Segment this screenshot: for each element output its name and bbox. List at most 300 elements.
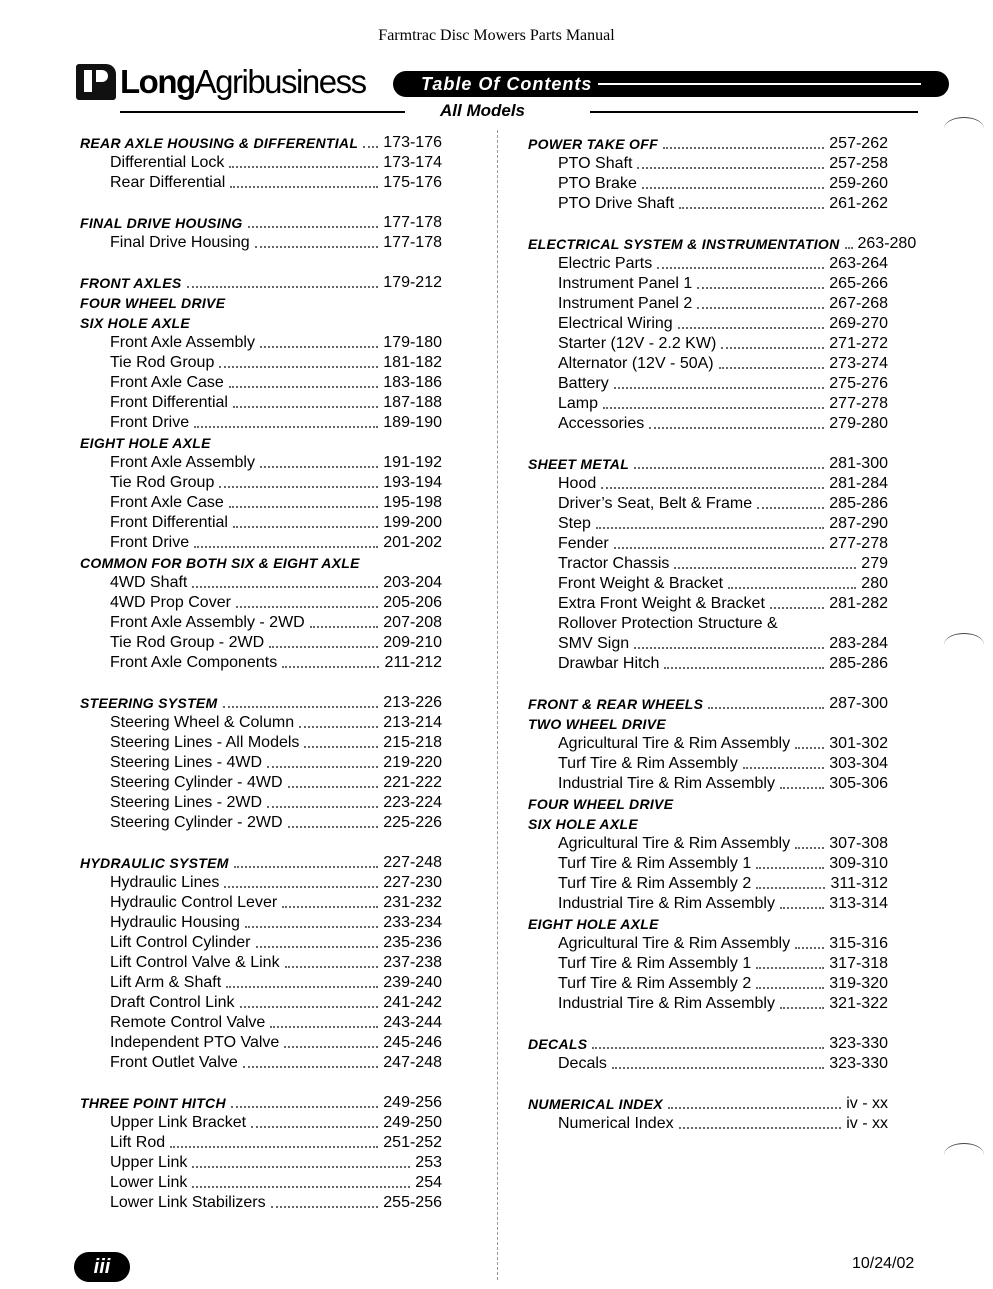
toc-entry[interactable] <box>80 593 442 613</box>
toc-entry-label: Front Axle Assembly - 2WD <box>110 614 305 631</box>
toc-page-range: 247-248 <box>383 1054 442 1071</box>
dot-leader <box>780 907 824 909</box>
toc-entry[interactable] <box>80 393 442 413</box>
toc-entry[interactable] <box>80 1053 442 1073</box>
dot-leader <box>743 767 824 769</box>
toc-entry[interactable] <box>528 954 888 974</box>
toc-page-range: 183-186 <box>383 374 442 391</box>
dot-leader <box>728 587 856 589</box>
toc-entry-label: EIGHT HOLE AXLE <box>80 435 211 451</box>
toc-page-range: 267-268 <box>829 295 888 312</box>
toc-entry-label: Lower Link <box>110 1174 188 1191</box>
dot-leader <box>194 426 378 428</box>
toc-entry[interactable] <box>528 534 888 554</box>
toc-entry-label: Alternator (12V - 50A) <box>558 355 714 372</box>
toc-entry[interactable] <box>80 1173 442 1193</box>
toc-entry[interactable] <box>80 873 442 893</box>
toc-entry[interactable] <box>528 154 888 174</box>
dot-leader <box>226 986 378 988</box>
toc-page-range: 199-200 <box>383 514 442 531</box>
toc-page-range: 235-236 <box>383 934 442 951</box>
dot-leader <box>233 526 378 528</box>
toc-page-range: 301-302 <box>829 735 888 752</box>
toc-page-range: 191-192 <box>383 454 442 471</box>
toc-page-range: 173-174 <box>383 154 442 171</box>
dot-leader <box>721 347 824 349</box>
toc-entry[interactable] <box>80 713 442 733</box>
margin-mark <box>944 1143 984 1166</box>
toc-entry[interactable] <box>80 413 442 433</box>
toc-entry-label: Agricultural Tire & Rim Assembly <box>558 735 791 752</box>
dot-leader <box>780 787 824 789</box>
toc-entry[interactable] <box>80 153 442 173</box>
toc-page-range: 263-264 <box>829 255 888 272</box>
dot-leader <box>285 966 379 968</box>
toc-entry-label: SIX HOLE AXLE <box>80 315 190 331</box>
toc-entry[interactable] <box>528 874 888 894</box>
toc-page-range: 195-198 <box>383 494 442 511</box>
toc-entry-label: Driver’s Seat, Belt & Frame <box>558 495 753 512</box>
toc-entry[interactable] <box>528 1054 888 1074</box>
dot-leader <box>192 586 378 588</box>
toc-page-range: 279 <box>861 555 888 572</box>
toc-entry[interactable] <box>80 813 442 833</box>
margin-mark <box>944 633 984 656</box>
toc-entry-label: Draft Control Link <box>110 994 235 1011</box>
toc-page-range: 253 <box>415 1154 442 1171</box>
toc-entry[interactable] <box>80 493 442 513</box>
toc-entry[interactable] <box>80 613 442 633</box>
toc-entry-label: Front Axle Case <box>110 494 224 511</box>
toc-entry[interactable] <box>528 334 888 354</box>
subtitle-rule-right <box>590 111 918 113</box>
toc-entry-label: Rear Differential <box>110 174 226 191</box>
toc-page-range: 223-224 <box>383 794 442 811</box>
toc-entry-label: FRONT AXLES <box>80 275 182 291</box>
toc-section-heading[interactable] <box>80 293 442 313</box>
dot-leader <box>592 1047 824 1049</box>
toc-entry-label: Final Drive Housing <box>110 234 250 251</box>
toc-page-range: 317-318 <box>829 955 888 972</box>
toc-entry[interactable] <box>80 933 442 953</box>
toc-entry[interactable] <box>80 913 442 933</box>
lb-logo-icon <box>76 64 116 100</box>
toc-page-range: 305-306 <box>829 775 888 792</box>
toc-entry-label: Starter (12V - 2.2 KW) <box>558 335 717 352</box>
toc-page-range: 254 <box>415 1174 442 1191</box>
toc-page-range: 261-262 <box>829 195 888 212</box>
toc-entry-label: THREE POINT HITCH <box>80 1095 226 1111</box>
toc-entry[interactable] <box>80 1193 442 1213</box>
toc-entry[interactable] <box>528 254 888 274</box>
toc-entry-label: Steering Lines - 4WD <box>110 754 263 771</box>
toc-entry-label: Lamp <box>558 395 599 412</box>
toc-entry[interactable] <box>528 174 888 194</box>
dot-leader <box>363 146 378 148</box>
dot-leader <box>795 947 824 949</box>
toc-entry-label: Lower Link Stabilizers <box>110 1194 266 1211</box>
dot-leader <box>678 327 825 329</box>
toc-entry[interactable] <box>80 973 442 993</box>
toc-section-heading[interactable] <box>528 454 888 474</box>
dot-leader <box>194 546 378 548</box>
toc-page-range: 179-180 <box>383 334 442 351</box>
dot-leader <box>248 226 379 228</box>
toc-entry[interactable] <box>528 314 888 334</box>
toc-entry[interactable] <box>528 414 888 434</box>
toc-page-range: 323-330 <box>829 1055 888 1072</box>
toc-entry[interactable] <box>80 953 442 973</box>
toc-section-heading[interactable] <box>80 1093 442 1113</box>
dot-leader <box>256 946 379 948</box>
dot-leader <box>668 1107 841 1109</box>
toc-page-range: iv - xx <box>846 1095 888 1112</box>
dot-leader <box>614 387 825 389</box>
toc-page-range: 175-176 <box>383 174 442 191</box>
dot-leader <box>634 647 824 649</box>
toc-right-column <box>528 134 917 1134</box>
toc-entry[interactable] <box>80 733 442 753</box>
toc-entry[interactable] <box>80 993 442 1013</box>
toc-page-range: 283-284 <box>829 635 888 652</box>
toc-entry-label: FINAL DRIVE HOUSING <box>80 215 243 231</box>
toc-page-range: 251-252 <box>383 1134 442 1151</box>
dot-leader <box>756 867 824 869</box>
toc-entry-label: Front Differential <box>110 514 228 531</box>
toc-section-heading[interactable] <box>80 213 442 233</box>
toc-page-range: 241-242 <box>383 994 442 1011</box>
toc-page-range: 255-256 <box>383 1194 442 1211</box>
toc-entry[interactable] <box>80 1013 442 1033</box>
brand-name <box>120 63 366 101</box>
toc-entry[interactable] <box>528 934 888 954</box>
toc-page-range: 315-316 <box>829 935 888 952</box>
toc-page-range: 209-210 <box>383 634 442 651</box>
toc-page-range: 213-214 <box>383 714 442 731</box>
toc-entry[interactable] <box>80 893 442 913</box>
toc-entry-label: PTO Brake <box>558 175 637 192</box>
toc-entry-label: Steering Cylinder - 4WD <box>110 774 283 791</box>
toc-entry[interactable] <box>80 753 442 773</box>
toc-entry-label: Step <box>558 515 591 532</box>
toc-entry-label: Front Weight & Bracket <box>558 575 724 592</box>
section-gap <box>80 833 442 853</box>
section-gap <box>528 674 888 694</box>
toc-page-range: 207-208 <box>383 614 442 631</box>
toc-entry-label: Battery <box>558 375 609 392</box>
brand-logo <box>76 63 366 101</box>
toc-section-heading[interactable] <box>528 714 888 734</box>
toc-page-range: 231-232 <box>383 894 442 911</box>
toc-page-range: 269-270 <box>829 315 888 332</box>
toc-entry[interactable] <box>80 473 442 493</box>
dot-leader <box>795 747 824 749</box>
toc-entry-label: Turf Tire & Rim Assembly 1 <box>558 855 752 872</box>
dot-leader <box>780 1007 824 1009</box>
dot-leader <box>229 386 378 388</box>
toc-entry-label: POWER TAKE OFF <box>528 136 658 152</box>
dot-leader <box>679 1127 842 1129</box>
toc-entry-label: Extra Front Weight & Bracket <box>558 595 765 612</box>
toc-entry[interactable] <box>528 354 888 374</box>
dot-leader <box>282 906 378 908</box>
toc-entry[interactable] <box>528 834 888 854</box>
dot-leader <box>192 1186 410 1188</box>
toc-entry[interactable] <box>528 994 888 1014</box>
dot-leader <box>187 286 379 288</box>
toc-section-heading[interactable] <box>80 273 442 293</box>
toc-entry[interactable] <box>80 1133 442 1153</box>
toc-entry-label: Turf Tire & Rim Assembly 2 <box>558 875 752 892</box>
toc-page-range: 323-330 <box>829 1035 888 1052</box>
toc-entry-label: Instrument Panel 1 <box>558 275 693 292</box>
toc-page-range: 243-244 <box>383 1014 442 1031</box>
dot-leader <box>219 366 378 368</box>
dot-leader <box>663 147 824 149</box>
subtitle-rule-left <box>120 111 405 113</box>
dot-leader <box>192 1166 410 1168</box>
toc-entry[interactable] <box>80 353 442 373</box>
toc-entry-label: Front Axle Assembly <box>110 454 255 471</box>
dot-leader <box>267 806 378 808</box>
dot-leader <box>596 527 824 529</box>
margin-mark <box>944 117 984 140</box>
toc-page-range: 280 <box>861 575 888 592</box>
dot-leader <box>288 826 379 828</box>
toc-page-range: 281-300 <box>829 455 888 472</box>
toc-entry-label: Industrial Tire & Rim Assembly <box>558 895 775 912</box>
toc-page-range: 193-194 <box>383 474 442 491</box>
dot-leader <box>219 486 378 488</box>
section-gap <box>80 673 442 693</box>
dot-leader <box>267 766 378 768</box>
toc-page-range: 173-176 <box>383 134 442 151</box>
toc-entry[interactable] <box>80 513 442 533</box>
toc-page-range: 201-202 <box>383 534 442 551</box>
toc-entry[interactable] <box>80 453 442 473</box>
toc-page-range: 181-182 <box>383 354 442 371</box>
dot-leader <box>224 886 378 888</box>
toc-section-heading[interactable] <box>528 914 888 934</box>
dot-leader <box>243 1066 379 1068</box>
toc-entry[interactable] <box>528 294 888 314</box>
toc-page-range: 179-212 <box>383 274 442 291</box>
toc-entry-label: ELECTRICAL SYSTEM & INSTRUMENTATION <box>528 236 840 252</box>
toc-page-range: 239-240 <box>383 974 442 991</box>
toc-page-range: 259-260 <box>829 175 888 192</box>
toc-entry[interactable] <box>528 394 888 414</box>
toc-entry[interactable] <box>80 1033 442 1053</box>
dot-leader <box>236 606 378 608</box>
toc-entry[interactable] <box>528 634 888 654</box>
toc-entry[interactable] <box>80 173 442 193</box>
toc-entry[interactable] <box>528 1114 888 1134</box>
toc-entry[interactable] <box>80 333 442 353</box>
toc-entry[interactable] <box>80 573 442 593</box>
section-gap <box>80 253 442 273</box>
toc-section-heading[interactable] <box>80 133 442 153</box>
toc-page-range: 277-278 <box>829 535 888 552</box>
toc-section-heading[interactable] <box>80 433 442 453</box>
toc-entry-label: Electric Parts <box>558 255 653 272</box>
section-gap <box>528 1014 888 1034</box>
toc-entry[interactable] <box>80 233 442 253</box>
toc-entry[interactable] <box>80 1113 442 1133</box>
dot-leader <box>770 607 824 609</box>
toc-banner <box>393 71 949 97</box>
dot-leader <box>260 346 378 348</box>
toc-entry[interactable] <box>528 594 888 614</box>
dot-leader <box>674 567 856 569</box>
section-subtitle: All Models <box>440 101 526 120</box>
toc-entry-label: Tie Rod Group - 2WD <box>110 634 265 651</box>
toc-entry[interactable] <box>528 374 888 394</box>
toc-entry-label: Upper Link Bracket <box>110 1114 247 1131</box>
toc-entry[interactable] <box>528 274 888 294</box>
dot-leader <box>251 1126 378 1128</box>
toc-section-heading[interactable] <box>528 694 888 714</box>
toc-entry-label: EIGHT HOLE AXLE <box>528 916 659 932</box>
toc-entry-label: Decals <box>558 1055 607 1072</box>
toc-entry-label: Steering Lines - All Models <box>110 734 300 751</box>
page-number-badge: iii <box>74 1252 130 1282</box>
toc-page-range: 219-220 <box>383 754 442 771</box>
toc-page-range: 227-248 <box>383 854 442 871</box>
toc-banner-title: Table Of Contents <box>421 73 593 94</box>
toc-entry[interactable] <box>528 654 888 674</box>
toc-entry[interactable] <box>528 494 888 514</box>
toc-entry-label: Lift Control Valve & Link <box>110 954 280 971</box>
toc-entry[interactable] <box>80 773 442 793</box>
toc-entry-label: Instrument Panel 2 <box>558 295 693 312</box>
dot-leader <box>657 267 824 269</box>
column-divider <box>497 130 498 1280</box>
toc-left-column <box>80 133 442 1213</box>
toc-page-range: 275-276 <box>829 375 888 392</box>
toc-section-heading[interactable] <box>528 1094 888 1114</box>
toc-entry-label: 4WD Shaft <box>110 574 188 591</box>
toc-entry[interactable] <box>528 614 888 634</box>
toc-entry[interactable] <box>528 774 888 794</box>
toc-entry-label: TWO WHEEL DRIVE <box>528 716 667 732</box>
toc-page-range: 211-212 <box>384 654 442 671</box>
brand-bold: Long <box>120 63 195 100</box>
toc-page-range: 285-286 <box>829 655 888 672</box>
toc-entry-label: Front Axle Assembly <box>110 334 255 351</box>
toc-page-range: 249-250 <box>383 1114 442 1131</box>
toc-section-heading[interactable] <box>528 1034 888 1054</box>
dot-leader <box>270 1026 378 1028</box>
toc-section-heading[interactable] <box>528 134 888 154</box>
toc-entry[interactable] <box>528 474 888 494</box>
toc-entry-label: 4WD Prop Cover <box>110 594 231 611</box>
dot-leader <box>284 1046 378 1048</box>
toc-entry[interactable] <box>80 373 442 393</box>
toc-page-range: 221-222 <box>383 774 442 791</box>
toc-entry[interactable] <box>528 894 888 914</box>
dot-leader <box>756 967 824 969</box>
toc-entry-label: SHEET METAL <box>528 456 630 472</box>
toc-section-heading[interactable] <box>80 553 442 573</box>
toc-entry[interactable] <box>528 194 888 214</box>
toc-entry-label: Lift Arm & Shaft <box>110 974 222 991</box>
toc-entry-label: FRONT & REAR WHEELS <box>528 696 704 712</box>
dot-leader <box>229 166 378 168</box>
toc-page-range: 205-206 <box>383 594 442 611</box>
brand-regular: Agribusiness <box>194 63 366 100</box>
toc-page-range: 215-218 <box>383 734 442 751</box>
toc-page-range: 311-312 <box>830 875 888 892</box>
dot-leader <box>230 186 378 188</box>
toc-entry-label: Hydraulic Control Lever <box>110 894 278 911</box>
dot-leader <box>634 467 824 469</box>
dot-leader <box>170 1146 378 1148</box>
toc-section-heading[interactable] <box>528 794 888 814</box>
toc-entry[interactable] <box>80 653 442 673</box>
toc-entry-label: Steering Cylinder - 2WD <box>110 814 283 831</box>
toc-entry-label: Electrical Wiring <box>558 315 673 332</box>
toc-section-heading[interactable] <box>528 234 917 254</box>
dot-leader <box>708 707 824 709</box>
toc-page-range: 281-284 <box>829 475 888 492</box>
dot-leader <box>269 646 378 648</box>
toc-entry-label: Steering Wheel & Column <box>110 714 295 731</box>
toc-section-heading[interactable] <box>528 814 888 834</box>
toc-entry[interactable] <box>80 533 442 553</box>
toc-entry[interactable] <box>528 554 888 574</box>
dot-leader <box>756 887 825 889</box>
toc-entry-label: Steering Lines - 2WD <box>110 794 263 811</box>
toc-page-range: 271-272 <box>829 335 888 352</box>
toc-page-range: 307-308 <box>829 835 888 852</box>
toc-entry[interactable] <box>80 633 442 653</box>
dot-leader <box>299 726 378 728</box>
toc-entry[interactable] <box>80 1153 442 1173</box>
toc-entry[interactable] <box>528 734 888 754</box>
dot-leader <box>234 866 379 868</box>
toc-entry-label: Tractor Chassis <box>558 555 670 572</box>
toc-page-range: 287-300 <box>829 695 888 712</box>
toc-entry-label: Front Drive <box>110 534 190 551</box>
toc-entry[interactable] <box>528 574 888 594</box>
toc-entry-label: Front Axle Components <box>110 654 278 671</box>
toc-page-range: 303-304 <box>829 755 888 772</box>
toc-entry-label: STEERING SYSTEM <box>80 695 218 711</box>
toc-section-heading[interactable] <box>80 693 442 713</box>
toc-entry-label: COMMON FOR BOTH SIX & EIGHT AXLE <box>80 555 360 571</box>
toc-section-heading[interactable] <box>80 313 442 333</box>
toc-entry-label: Turf Tire & Rim Assembly 2 <box>558 975 752 992</box>
toc-entry-label: SIX HOLE AXLE <box>528 816 638 832</box>
toc-entry-label: Tie Rod Group <box>110 474 215 491</box>
dot-leader <box>245 926 378 928</box>
toc-entry-label: Front Outlet Valve <box>110 1054 238 1071</box>
toc-entry[interactable] <box>528 854 888 874</box>
dot-leader <box>679 207 824 209</box>
dot-leader <box>310 626 379 628</box>
toc-entry-label: Hydraulic Lines <box>110 874 220 891</box>
dot-leader <box>240 1006 379 1008</box>
toc-entry[interactable] <box>528 754 888 774</box>
toc-entry-label: Tie Rod Group <box>110 354 215 371</box>
toc-page-range: 187-188 <box>383 394 442 411</box>
toc-entry[interactable] <box>528 974 888 994</box>
toc-entry-label: Industrial Tire & Rim Assembly <box>558 775 775 792</box>
toc-entry[interactable] <box>80 793 442 813</box>
revision-date: 10/24/02 <box>852 1255 915 1272</box>
toc-section-heading[interactable] <box>80 853 442 873</box>
toc-entry[interactable] <box>528 514 888 534</box>
